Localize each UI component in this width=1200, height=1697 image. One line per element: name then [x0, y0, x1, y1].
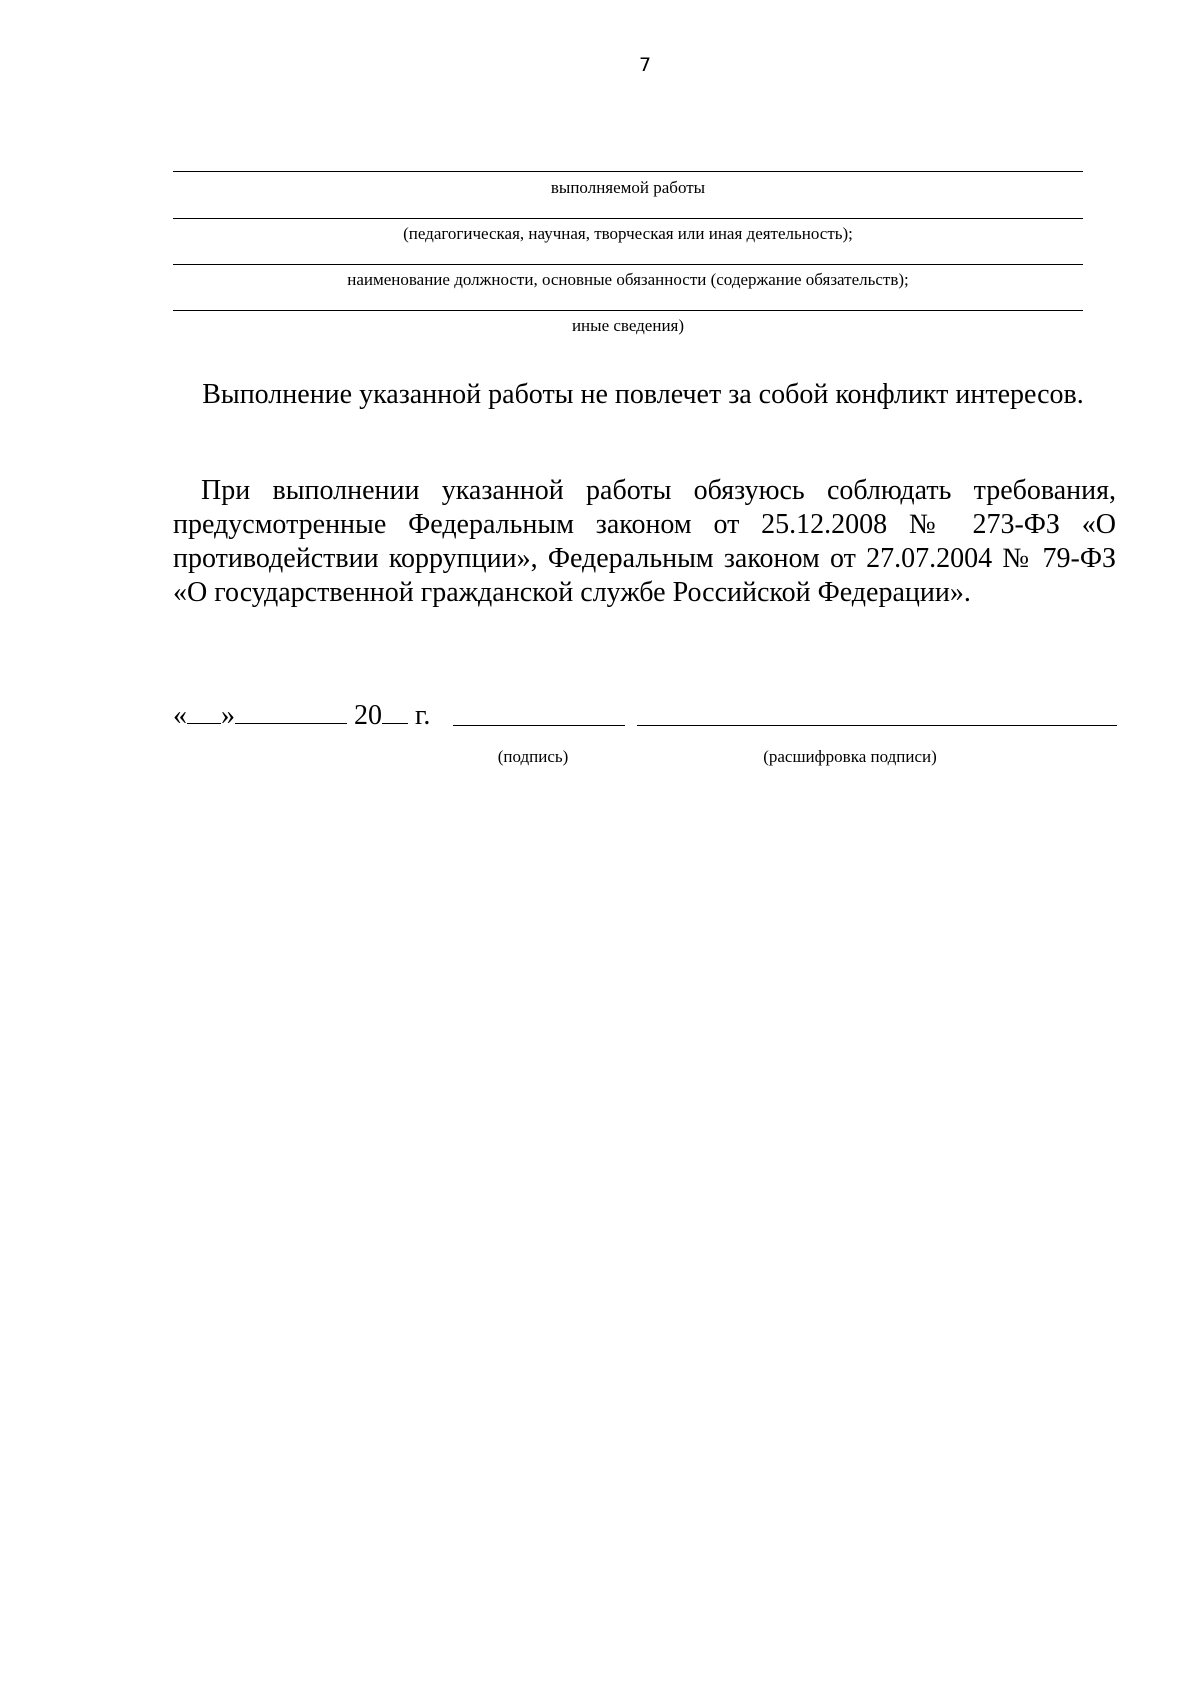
obligation-line: предусмотренные Федеральным законом от 25.12.2008 № 273-ФЗ «О [173, 509, 1116, 540]
caption-position-duties: наименование должности, основные обязанности (содержание обязательств); [347, 270, 909, 289]
signature-decoding-caption: (расшифровка подписи) [763, 747, 937, 766]
day-blank[interactable] [187, 697, 221, 724]
obligation-line: противодействии коррупции», Федеральным законом от 27.07.2004 № 79-ФЗ [173, 543, 1116, 574]
date-close-quote: » [221, 700, 235, 731]
signature-caption: (подпись) [497, 747, 569, 766]
signature-line[interactable] [453, 725, 625, 726]
fill-line-2[interactable] [173, 218, 1083, 219]
year-blank[interactable] [382, 697, 408, 724]
page-number: 7 [638, 54, 652, 76]
fill-line-4[interactable] [173, 310, 1083, 311]
date-row [173, 697, 430, 733]
fill-line-3[interactable] [173, 264, 1083, 265]
year-prefix: 20 [354, 700, 382, 731]
fill-line-1[interactable] [173, 171, 1083, 172]
year-suffix: г. [415, 700, 431, 731]
obligation-line: «О государственной гражданской службе Российской Федерации». [173, 577, 971, 608]
conflict-statement: Выполнение указанной работы не повлечет за собой конфликт интересов. [202, 379, 1084, 410]
month-blank[interactable] [235, 697, 347, 724]
signature-decoding-line[interactable] [637, 725, 1117, 726]
caption-activity-type: (педагогическая, научная, творческая или иная деятельность); [403, 224, 853, 243]
obligation-paragraph [173, 474, 1116, 610]
caption-other-info: иные сведения) [571, 316, 685, 335]
obligation-line: При выполнении указанной работы обязуюсь соблюдать требования, [201, 475, 1116, 506]
caption-work-description: выполняемой работы [550, 178, 706, 197]
date-open-quote: « [173, 700, 187, 731]
